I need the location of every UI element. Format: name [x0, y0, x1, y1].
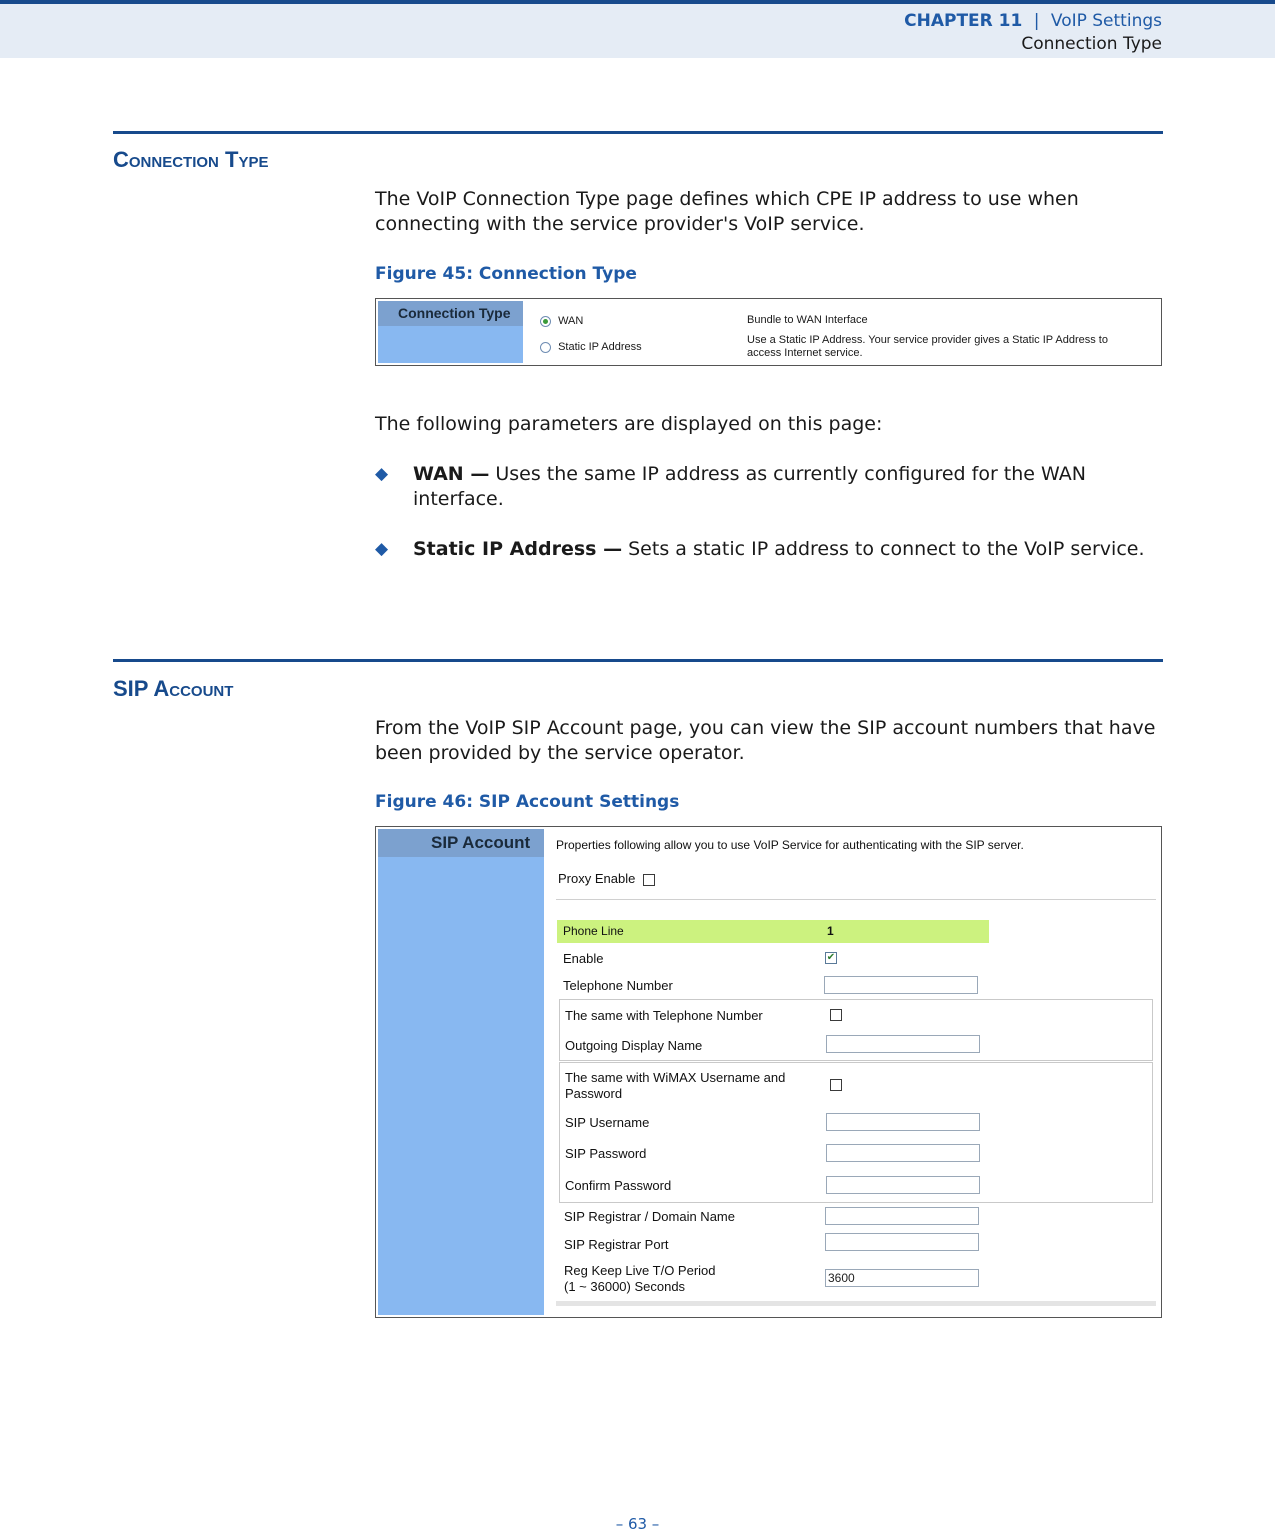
- static-ip-label: Static IP Address: [558, 341, 642, 353]
- diamond-bullet-icon: ◆: [375, 539, 389, 559]
- page-header: [0, 0, 1275, 58]
- option-wan[interactable]: [540, 315, 583, 327]
- enable-checkbox[interactable]: ✔: [826, 952, 836, 963]
- header-separator: |: [1033, 11, 1040, 31]
- section-rule: [113, 131, 1163, 134]
- bullet-text: Uses the same IP address as currently configured for the WAN interface.: [413, 463, 1086, 510]
- telephone-number-label: Telephone Number: [563, 978, 673, 993]
- outgoing-display-label: Outgoing Display Name: [565, 1038, 703, 1053]
- chapter-label: CHAPTER 11: [904, 11, 1023, 31]
- figure-sidebar: [378, 829, 544, 1315]
- figure-bottom-band: [556, 1301, 1156, 1306]
- same-wimax-checkbox[interactable]: [830, 1079, 842, 1091]
- same-tel-label: The same with Telephone Number: [565, 1008, 763, 1023]
- sip-description: Properties following allow you to use VoIP Service for authenticating with the SIP server.: [556, 838, 1024, 852]
- sip-password-input[interactable]: [826, 1144, 980, 1162]
- reg-keep-label-line1: Reg Keep Live T/O Period: [564, 1263, 716, 1278]
- same-wimax-label-line1: The same with WiMAX Username and: [565, 1070, 786, 1085]
- enable-label: Enable: [563, 951, 604, 966]
- telephone-number-input[interactable]: [824, 976, 978, 994]
- divider: [556, 899, 1156, 900]
- registrar-port-label: SIP Registrar Port: [564, 1237, 669, 1252]
- wan-radio[interactable]: [540, 316, 551, 327]
- static-ip-description: Use a Static IP Address. Your service provider gives a Static IP Address to access Internet service.: [747, 334, 1108, 359]
- registrar-port-input[interactable]: [825, 1233, 979, 1251]
- section-title-sip-account: SIP Account: [113, 676, 234, 701]
- confirm-password-input[interactable]: [826, 1176, 980, 1194]
- wan-label: WAN: [558, 315, 584, 327]
- params-intro: The following parameters are displayed on this page:: [375, 413, 883, 435]
- figure-side-title: SIP Account: [378, 829, 544, 857]
- outgoing-display-input[interactable]: [826, 1035, 980, 1053]
- section1-intro: The VoIP Connection Type page defines which CPE IP address to use when connecting with the service provider's VoIP service.: [375, 188, 1079, 235]
- figure-46-caption: Figure 46: SIP Account Settings: [375, 792, 680, 812]
- proxy-enable-label: Proxy Enable: [558, 871, 636, 886]
- proxy-enable-checkbox[interactable]: [643, 874, 655, 886]
- registrar-domain-label: SIP Registrar / Domain Name: [564, 1209, 735, 1224]
- sip-password-label: SIP Password: [565, 1146, 647, 1161]
- diamond-bullet-icon: ◆: [375, 464, 389, 484]
- same-tel-checkbox[interactable]: [830, 1009, 842, 1021]
- section2-intro: From the VoIP SIP Account page, you can view the SIP account numbers that have been provided by the service operator.: [375, 717, 1156, 764]
- sip-username-label: SIP Username: [565, 1115, 650, 1130]
- section-title-connection-type: Connection Type: [113, 147, 269, 172]
- reg-keep-label: [564, 1263, 716, 1295]
- same-wimax-label-line2: Password: [565, 1086, 623, 1101]
- confirm-password-label: Confirm Password: [565, 1178, 672, 1193]
- chapter-title: VoIP Settings: [1050, 11, 1162, 31]
- chapter-line: [904, 11, 1162, 31]
- same-wimax-label: [565, 1070, 785, 1102]
- bullet-text: Sets a static IP address to connect to the VoIP service.: [622, 538, 1145, 560]
- option-static-ip[interactable]: [540, 341, 642, 353]
- proxy-enable-row: [558, 871, 655, 886]
- figure-45-caption: Figure 45: Connection Type: [375, 264, 637, 284]
- header-section: Connection Type: [1021, 34, 1162, 54]
- static-ip-radio[interactable]: [540, 342, 551, 353]
- phone-line-label: Phone Line: [563, 924, 624, 938]
- figure-side-title: Connection Type: [378, 301, 523, 326]
- bullet-term: WAN —: [413, 463, 490, 485]
- page-number: – 63 –: [615, 1515, 660, 1533]
- bullet-term: Static IP Address —: [413, 538, 623, 560]
- reg-keep-label-line2: (1 ~ 36000) Seconds: [564, 1279, 686, 1294]
- registrar-domain-input[interactable]: [825, 1207, 979, 1225]
- wan-description: Bundle to WAN Interface: [747, 314, 868, 326]
- figure-connection-type: [375, 298, 1162, 366]
- phone-line-value: 1: [827, 924, 834, 938]
- section-rule: [113, 659, 1163, 662]
- figure-sip-account: [375, 826, 1162, 1318]
- reg-keep-input[interactable]: 3600: [825, 1269, 979, 1287]
- sip-username-input[interactable]: [826, 1113, 980, 1131]
